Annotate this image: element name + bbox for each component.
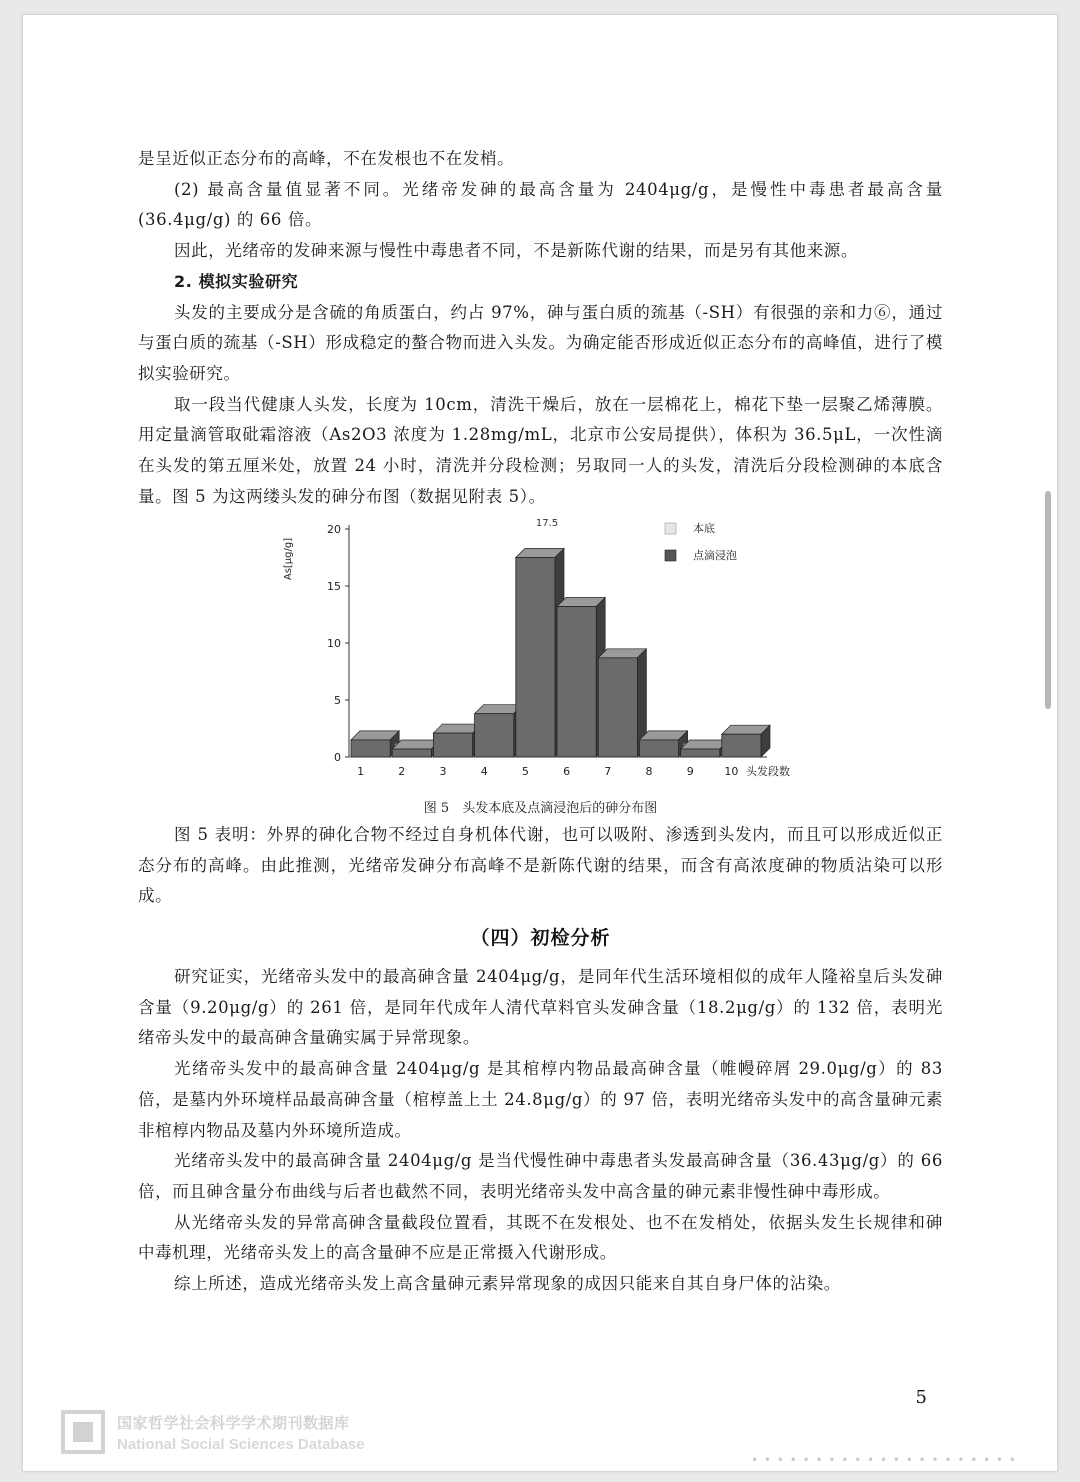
document-page (22, 14, 1058, 1472)
legend-label-background: 本底 (693, 522, 715, 535)
y-tick-label: 0 (334, 751, 341, 764)
paragraph: 是呈近似正态分布的高峰，不在发根也不在发梢。 (138, 149, 515, 168)
legend-swatch-soaked (665, 550, 676, 561)
y-tick-label: 20 (327, 523, 341, 536)
bar-chart (253, 499, 823, 799)
bar-soaked (639, 740, 678, 757)
watermark-cn: 国家哲学社会科学学术期刊数据库 (117, 1414, 350, 1432)
bar-soaked (475, 714, 514, 757)
y-axis-label: As[μg/g] (283, 537, 294, 581)
x-tick-label: 2 (398, 765, 406, 778)
x-tick-label: 10 (724, 765, 739, 778)
bar-soaked (598, 658, 637, 757)
paragraph: 取一段当代健康人头发，长度为 10cm，清洗干燥后，放在一层棉花上，棉花下垫一层聚乙烯薄膜。用定量滴管取砒霜溶液（As2O3 浓度为 1.28mg/mL，北京市公安局提供），体积为 36.5μL，一次性滴在头发的第五厘米处，放置 24 小时，清洗并分段检测；另取同一人的头发，清洗后分段检测砷的本底含量。图 5 为这两缕头发的砷分布图（数据见附表 5）。 (138, 394, 943, 506)
bar-soaked (516, 558, 555, 758)
y-tick-label: 15 (327, 580, 341, 593)
figure-caption: 图 5 头发本底及点滴浸泡后的砷分布图 (423, 801, 658, 816)
bar-soaked (351, 740, 390, 757)
x-tick-label: 6 (563, 765, 571, 778)
paragraph: 光绪帝头发中的最高砷含量 2404μg/g 是其棺椁内物品最高砷含量（帷幔碎屑 29.0μg/g）的 83 倍，是墓内外环境样品最高砷含量（棺椁盖上土 24.8μg/g）的 97 倍，表明光绪帝头发中的高含量砷元素非棺椁内物品及墓内外环境所造成。 (138, 1059, 943, 1140)
bar-soaked (392, 749, 431, 757)
paragraph: 综上所述，造成光绪帝头发上高含量砷元素异常现象的成因只能来自其自身尸体的沾染。 (174, 1274, 841, 1294)
x-tick-label: 1 (357, 765, 365, 778)
paragraph: 从光绪帝头发的异常高砷含量截段位置看，其既不在发根处、也不在发梢处，依据头发生长规律和砷中毒机理，光绪帝头发上的高含量砷不应是正常摄入代谢形成。 (138, 1212, 943, 1263)
legend-swatch-background (665, 523, 676, 534)
x-axis-label: 头发段数 (746, 765, 790, 778)
section-title: （四）初检分析 (470, 927, 611, 949)
text-block-top (138, 144, 943, 512)
text-block-after-figure (138, 820, 943, 912)
bar-soaked (722, 734, 761, 757)
text-block-bottom (138, 962, 943, 1300)
legend (665, 521, 737, 562)
paragraph: 头发的主要成分是含硫的角质蛋白，约占 97%，砷与蛋白质的巯基（-SH）有很强的亲和力⑥，通过与蛋白质的巯基（-SH）形成稳定的螯合物而进入头发。为确定能否形成近似正态分布的高峰值，进行了模拟实验研究。 (138, 302, 943, 383)
x-tick-label: 9 (686, 765, 694, 778)
bar-soaked (681, 749, 720, 757)
subheading: 2. 模拟实验研究 (174, 271, 299, 291)
paragraph: (2) 最高含量值显著不同。光绪帝发砷的最高含量为 2404μg/g，是慢性中毒患者最高含量(36.4μg/g) 的 66 倍。 (138, 179, 943, 230)
paragraph: 研究证实，光绪帝头发中的最高砷含量 2404μg/g，是同年代生活环境相似的成年人隆裕皇后头发砷含量（9.20μg/g）的 261 倍，是同年代成年人清代草料官头发砷含量（18.2μg/g）的 132 倍，表明光绪帝头发中的最高砷含量确实属于异常现象。 (138, 967, 943, 1048)
x-tick-label: 4 (480, 765, 488, 778)
paragraph: 图 5 表明：外界的砷化合物不经过自身机体代谢，也可以吸附、渗透到头发内，而且可以形成近似正态分布的高峰。由此推测，光绪帝发砷分布高峰不是新陈代谢的结果，而含有高浓度砷的物质沾染可以形成。 (138, 825, 943, 906)
database-logo-icon (61, 1410, 105, 1454)
legend-label-soaked: 点滴浸泡 (693, 549, 737, 562)
y-tick-label: 5 (334, 694, 341, 707)
paragraph: 光绪帝头发中的最高砷含量 2404μg/g 是当代慢性砷中毒患者头发最高砷含量（36.43μg/g）的 66 倍，而且砷含量分布曲线与后者也截然不同，表明光绪帝头发中高含量的砷元素非慢性砷中毒形成。 (138, 1151, 943, 1201)
more-dots: • • • • • • • • • • • • • • • • • • • • • (751, 1453, 1017, 1467)
y-tick-label: 10 (327, 637, 341, 650)
x-tick-label: 7 (604, 765, 612, 778)
page-number: 5 (915, 1387, 927, 1408)
paragraph: 因此，光绪帝的发砷来源与慢性中毒患者不同，不是新陈代谢的结果，而是另有其他来源。 (174, 241, 858, 261)
bar-soaked (557, 607, 596, 757)
x-tick-label: 8 (645, 765, 653, 778)
watermark-en: National Social Sciences Database (117, 1436, 365, 1453)
scrollbar[interactable] (1045, 491, 1051, 709)
x-tick-label: 3 (439, 765, 447, 778)
peak-annotation: 17.5 (535, 518, 559, 529)
y-axis-label-group (283, 538, 294, 580)
chart-bars (351, 549, 770, 758)
x-tick-label: 5 (521, 765, 529, 778)
bar-soaked (433, 733, 472, 757)
